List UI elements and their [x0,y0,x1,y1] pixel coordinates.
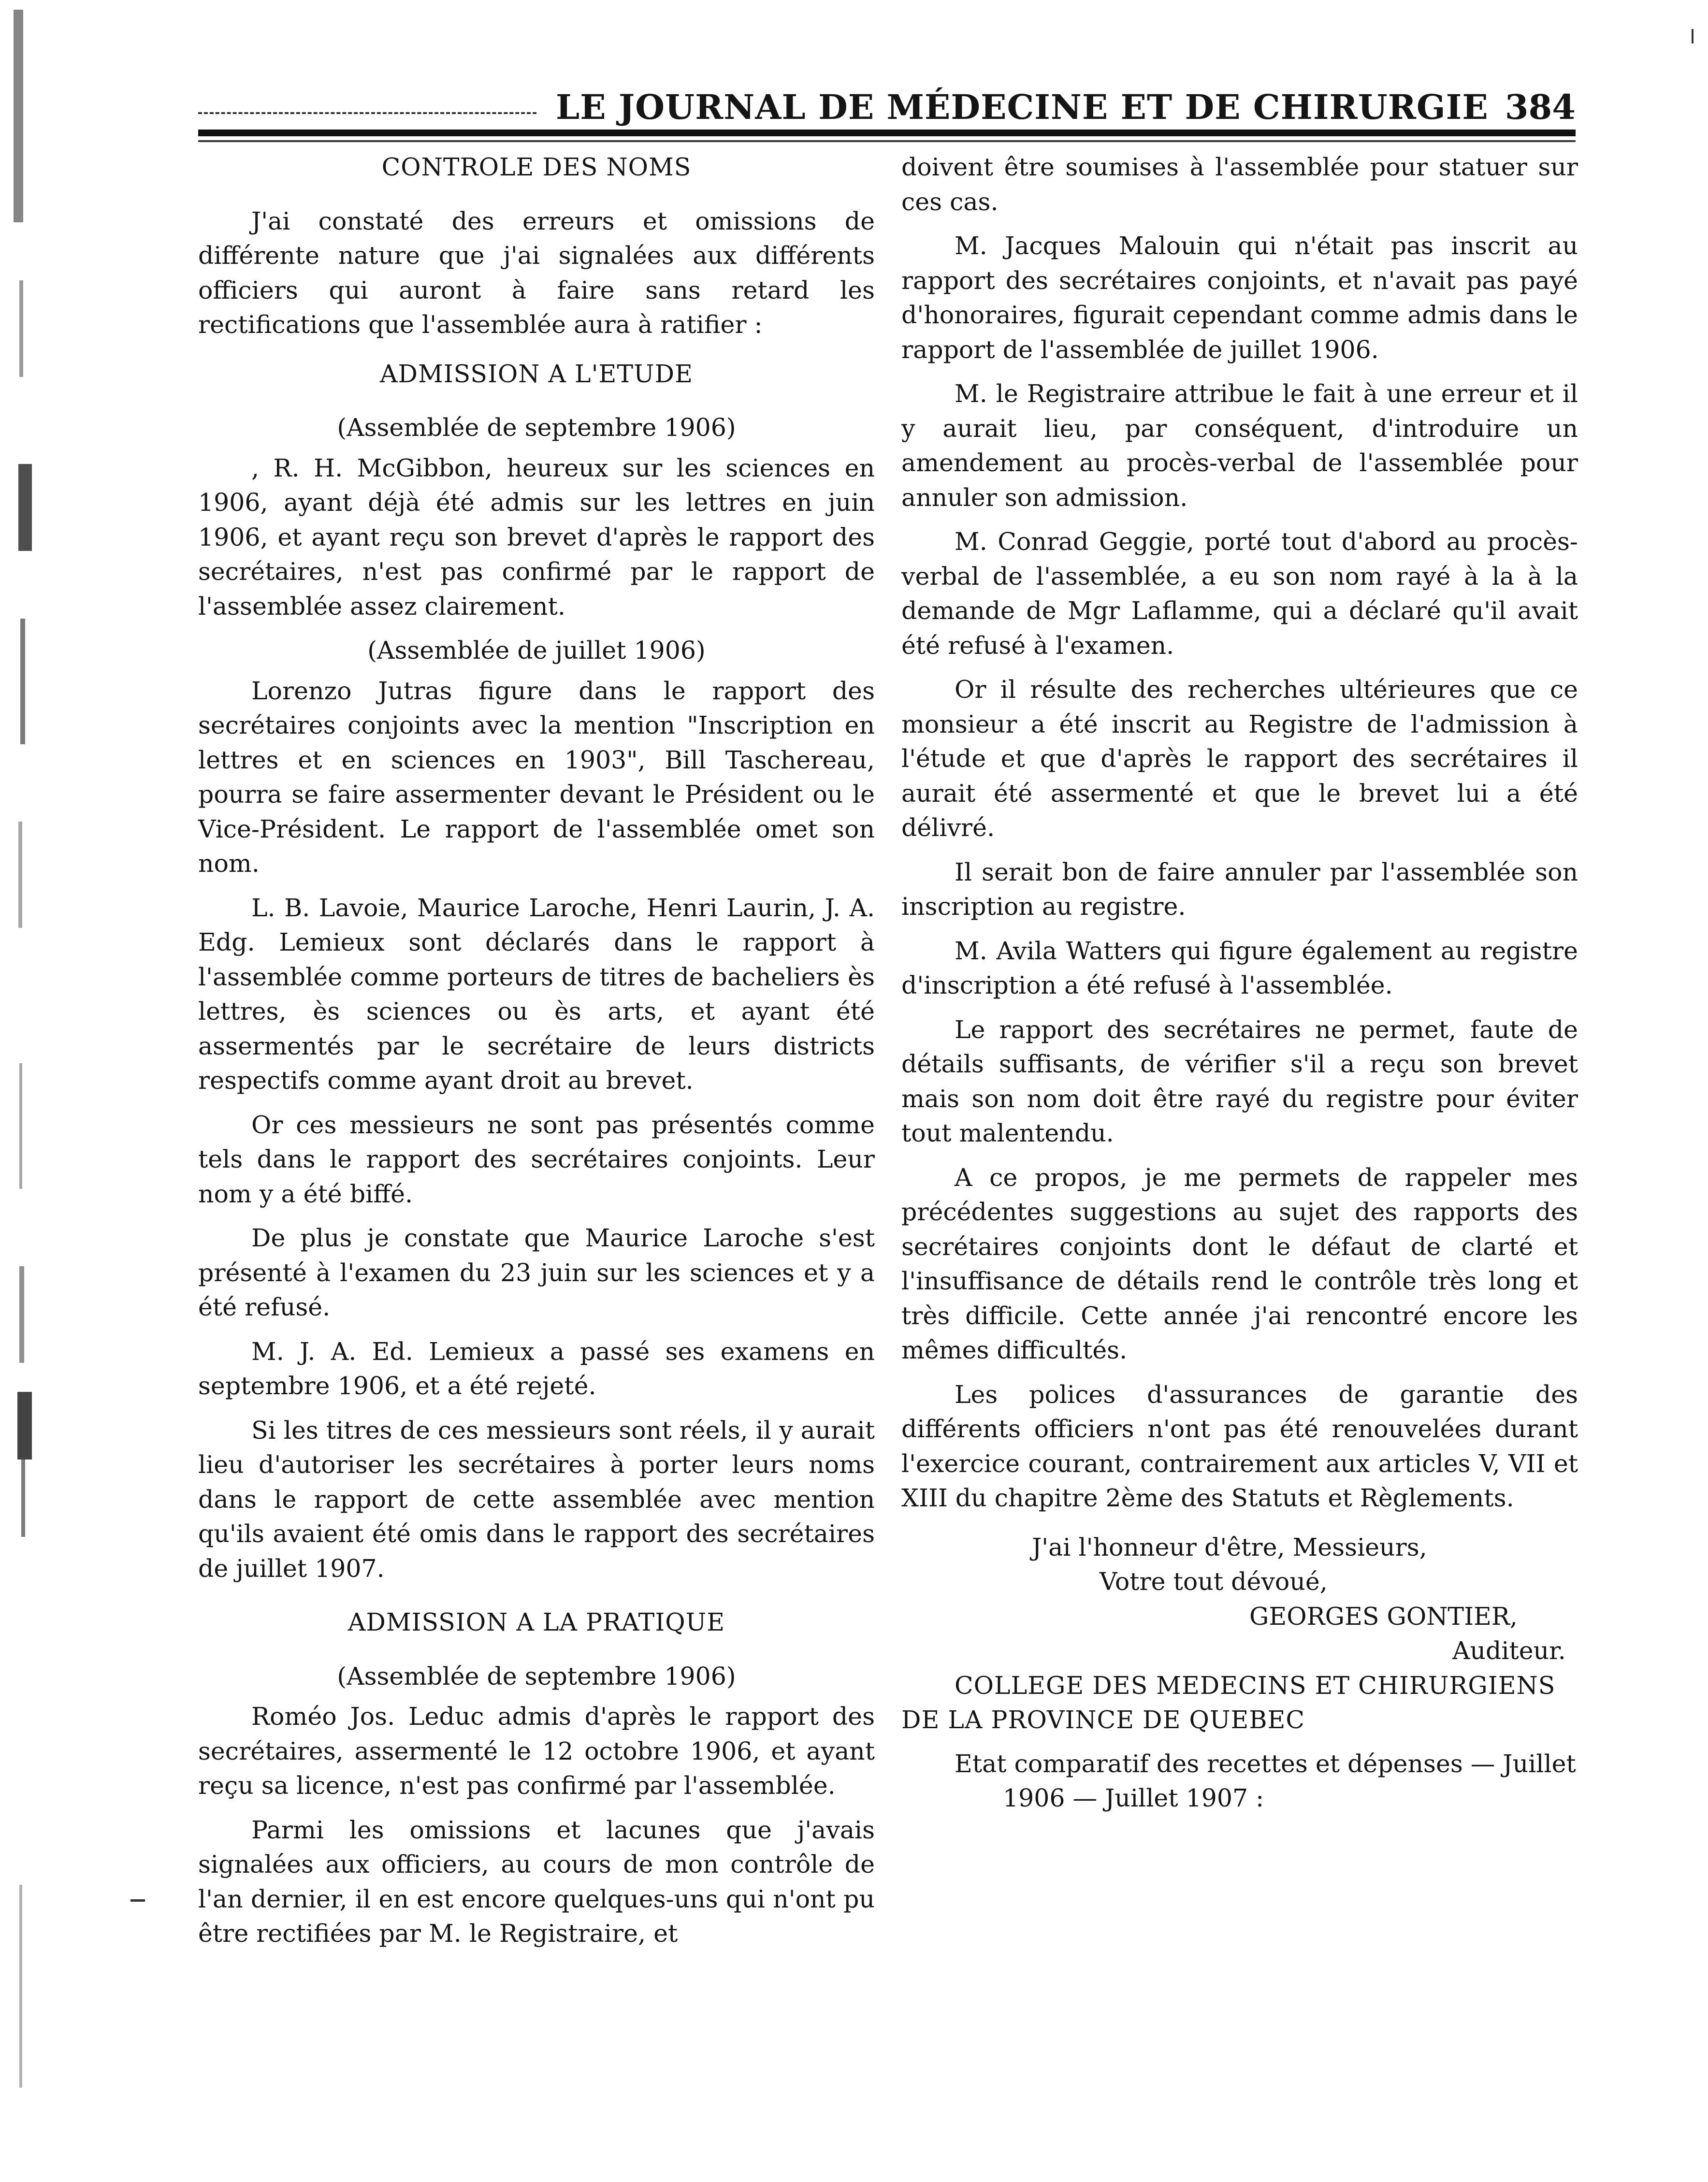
section-heading-admission-pratique: ADMISSION A LA PRATIQUE [347,1608,725,1636]
scan-mark [18,464,32,551]
paragraph-mcgibbon: , R. H. McGibbon, heureux sur les sciences en 1906, ayant déjà été admis sur les lettres en juin 1906, et ayant reçu son brevet d'après le rapport des secrétaires, n'est pas confirmé par le rapport de l'assemblée assez clairement. [198,453,875,621]
scan-mark [18,822,22,928]
paragraph-lemieux: M. J. A. Ed. Lemieux a passé ses examens en septembre 1906, et a été rejeté. [198,1337,875,1400]
signature-name: GEORGES GONTIER, [1249,1602,1518,1631]
journal-title: LE JOURNAL DE MÉDECINE ET DE CHIRURGIE [556,87,1489,127]
subheading-sept-1906: (Assemblée de septembre 1906) [337,413,736,442]
etat-line2: 1906 — Juillet 1907 : [1003,1784,1264,1812]
stray-scan-mark [1692,29,1694,43]
paragraph-watters: M. Avila Watters qui figure également au registre d'inscription a été refusé à l'assemblée. [901,936,1578,999]
scan-edge-artifacts [9,0,38,2182]
paragraph-continue: doivent être soumises à l'assemblée pour statuer sur ces cas. [901,153,1578,216]
paragraph-leduc: Roméo Jos. Leduc admis d'après le rapport des secrétaires, assermenté le 12 octobre 1906, et ayant reçu sa licence, n'est pas confirmé par l'assemblée. [198,1702,875,1800]
right-column [901,150,1578,1825]
scan-mark [20,619,25,744]
paragraph-or-ces: Or ces messieurs ne sont pas présentés comme tels dans le rapport des secrétaires conjoints. Leur nom y a été biffé. [198,1110,875,1208]
page-number: 384 [1505,87,1576,127]
paragraph-si-les: Si les titres de ces messieurs sont réels, il y aurait lieu d'autoriser les secrétaires à porter leurs noms dans le rapport de cette assemblée avec mention qu'ils avaient été omis dans le rapport des secrétaires de juillet 1907. [198,1416,875,1583]
paragraph-intro: J'ai constaté des erreurs et omissions de différente nature que j'ai signalées aux différents officiers qui auront à faire sans retard les rectifications que l'assemblée aura à ratifier : [198,206,875,339]
scan-mark [17,1392,32,1459]
etat-comparatif [901,1747,1578,1816]
paragraph-polices: Les polices d'assurances de garantie des différents officiers n'ont pas été renouvelées durant l'exercice courant, contrairement aux articles V, VII et XIII du chapitre 2ème des Statuts et Règlements. [901,1380,1578,1512]
scan-mark [19,280,23,377]
signature-closing: Votre tout dévoué, [1100,1567,1328,1596]
paragraph-il-serait: Il serait bon de faire annuler par l'assemblée son inscription au registre. [901,857,1578,921]
etat-line1: Etat comparatif des recettes et dépenses — Juillet [955,1749,1576,1778]
section-heading-admission-etude: ADMISSION A L'ETUDE [380,359,693,388]
paragraph-jutras: Lorenzo Jutras figure dans le rapport des secrétaires conjoints avec la mention "Inscription en lettres et en sciences en 1903", Bill Taschereau, pourra se faire assermenter devant le Président ou le Vice-Président. Le rapport de l'assemblée omet son nom. [198,676,875,878]
paragraph-lavoie: L. B. Lavoie, Maurice Laroche, Henri Laurin, J. A. Edg. Lemieux sont déclarés dans le rapport à l'assemblée comme porteurs de titres de bacheliers ès lettres, ès sciences ou ès arts, et ayant été assermentés par le secrétaire de leurs districts respectifs comme ayant droit au brevet. [198,893,875,1095]
paragraph-le-rapport: Le rapport des secrétaires ne permet, faute de détails suffisants, de vérifier s'il a reçu son brevet mais son nom doit être rayé du registre pour éviter tout malentendu. [901,1015,1578,1147]
header-dash-rule [198,112,536,114]
running-header [198,82,1576,135]
paragraph-parmi: Parmi les omissions et lacunes que j'avais signalées aux officiers, au cours de mon contrôle de l'an dernier, il en est encore quelques-uns qui n'ont pu être rectifiées par M. le Registraire, et [198,1815,875,1948]
stray-scan-mark [130,1899,145,1902]
header-rule-thick [198,130,1576,136]
college-heading [901,1668,1578,1737]
signature-salutation: J'ai l'honneur d'être, Messieurs, [1032,1532,1427,1561]
header-rule-thin [198,140,1576,142]
paragraph-de-plus: De plus je constate que Maurice Laroche s'est présenté à l'examen du 23 juin sur les sciences et y a été refusé. [198,1224,875,1321]
scan-mark [19,1885,22,2088]
subheading-juil-1906: (Assemblée de juillet 1906) [367,636,706,665]
signature-title: Auditeur. [1452,1636,1566,1665]
scan-mark [19,1266,24,1363]
section-heading-controle: CONTROLE DES NOMS [381,153,692,181]
scan-mark [19,1063,22,1189]
college-heading-line2: DE LA PROVINCE DE QUEBEC [901,1705,1305,1734]
paragraph-registraire: M. le Registraire attribue le fait à une erreur et il y aurait lieu, par conséquent, d'introduire un amendement au procès-verbal de l'assemblée pour annuler son admission. [901,379,1578,512]
paragraph-geggie: M. Conrad Geggie, porté tout d'abord au procès-verbal de l'assemblée, a eu son nom rayé à la à la demande de Mgr Laflamme, qui a déclaré qu'il avait été refusé à l'examen. [901,527,1578,660]
paragraph-or-il: Or il résulte des recherches ultérieures que ce monsieur a été inscrit au Registre de l'admission à l'étude et que d'après le rapport des secrétaires il aurait été assermenté et que le brevet lui a été délivré. [901,675,1578,842]
paragraph-a-ce-propos: A ce propos, je me permets de rappeler mes précédentes suggestions au sujet des rapports des secrétaires conjoints dont le défaut de clarté et l'insuffisance de détails rend le contrôle très long et très difficile. Cette année j'ai rencontré encore les mêmes difficultés. [901,1163,1578,1364]
college-heading-line1: COLLEGE DES MEDECINS ET CHIRURGIENS [955,1671,1556,1700]
scan-mark [21,1459,25,1537]
scan-mark [14,10,23,222]
paragraph-malouin: M. Jacques Malouin qui n'était pas inscrit au rapport des secrétaires conjoints, et n'avait pas payé d'honoraires, figurait cependant comme admis dans le rapport de l'assemblée de juillet 1906. [901,231,1578,364]
left-column [198,150,875,1961]
subheading-sept-1906-b: (Assemblée de septembre 1906) [337,1662,736,1691]
